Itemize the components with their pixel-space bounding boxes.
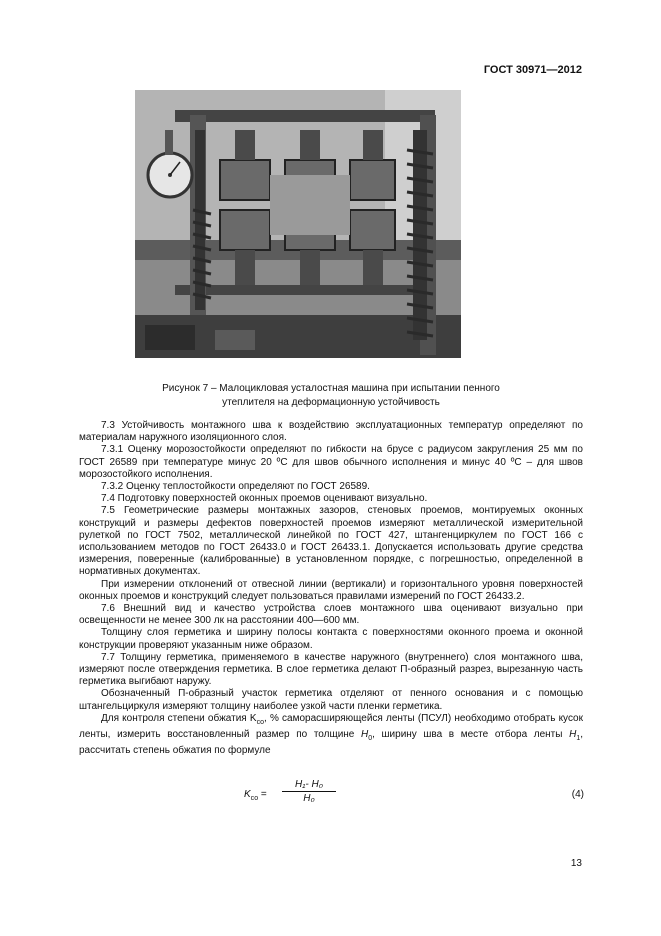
paragraph-sealant-thickness: Толщину слоя герметика и ширину полосы контакта с поверхностями оконного проема и оконной конструкции проверяют указанным ниже образом.	[79, 627, 583, 651]
paragraph-7-6: 7.6 Внешний вид и качество устройства слоев монтажного шва оценивают визуально при освещенности не менее 300 лк на расстоянии 400—600 мм.	[79, 603, 583, 627]
figure-caption	[80, 382, 582, 410]
paragraph-7-3: 7.3 Устойчивость монтажного шва к воздействию эксплуатационных температур определяют по материалам наружного изоляционного слоя.	[79, 420, 583, 444]
paragraph-p-shaped-section: Обозначенный П-образный участок герметика отделяют от пенного основания и с помощью штангельциркуля измеряют толщину наиболее узкой части пленки герметика.	[79, 688, 583, 712]
paragraph-7-7: 7.7 Толщину герметика, применяемого в качестве наружного (внутреннего) слоя монтажного шва, измеряют после отверждения герметика. В слое герметика делают П-образный разрез, вырезанную часть герметика выгибают наружу.	[79, 651, 583, 688]
paragraph-7-4: 7.4 Подготовку поверхностей оконных проемов оценивают визуально.	[101, 493, 428, 505]
formula-number: (4)	[571, 789, 584, 800]
document-header: ГОСТ 30971—2012	[483, 64, 582, 76]
formula-lhs: $K_{со}$ =	[244, 789, 267, 802]
formula-4	[244, 779, 584, 813]
page-number: 13	[570, 858, 582, 869]
paragraph-vertical-measurement: При измерении отклонений от отвесной линии (вертикали) и горизонтального уровня поверхностей оконных проемов и конструкций следует пользоваться правилами измерений по ГОСТ 26433.2.	[79, 578, 583, 602]
caption-line-2: утеплителя на деформационную устойчивость	[222, 397, 440, 408]
caption-line-1: Рисунок 7 – Малоцикловая усталостная машина при испытании пенного	[162, 383, 500, 394]
formula-fraction	[282, 779, 336, 804]
paragraph-compression-ratio: Для контроля степени обжатия $K_{со}$, % саморасширяющейся ленты (ПСУЛ) необходимо отобрать кусок ленты, измерить восстановленный размер по толщине $H_0$, ширину шва в месте отбора ленты $H_1$, рассчитать степень обжатия по формуле	[79, 712, 583, 757]
paragraph-7-3-2: 7.3.2 Оценку теплостойкости определяют по ГОСТ 26589.	[101, 481, 370, 493]
body-text	[79, 420, 583, 757]
testing-machine-photo	[135, 90, 461, 358]
paragraph-7-5: 7.5 Геометрические размеры монтажных зазоров, стеновых проемов, монтируемых оконных конструкций и размеры дефектов поверхностей проемов измеряют металлической измерительной рулеткой по ГОСТ 7502, металлической линейкой по ГОСТ 427, штангенциркулем по ГОСТ 166 с использованием методов по ГОСТ 26433.0 и ГОСТ 26433.1. Допускается использовать другие средства измерения, поверенные (калиброванные) в установленном порядке, с погрешностью, определенной в нормативных документах.	[79, 505, 583, 578]
paragraph-7-3-1: 7.3.1 Оценку морозостойкости определяют по гибкости на брусе с радиусом закругления 25 мм по ГОСТ 26589 при температуре минус 20 ºС для швов обычного исполнения и минус 40 ºС – для швов морозостойкого исполнения.	[79, 444, 583, 480]
formula-numerator: H₁- H₀	[282, 779, 336, 792]
formula-denominator: H₀	[303, 793, 315, 804]
